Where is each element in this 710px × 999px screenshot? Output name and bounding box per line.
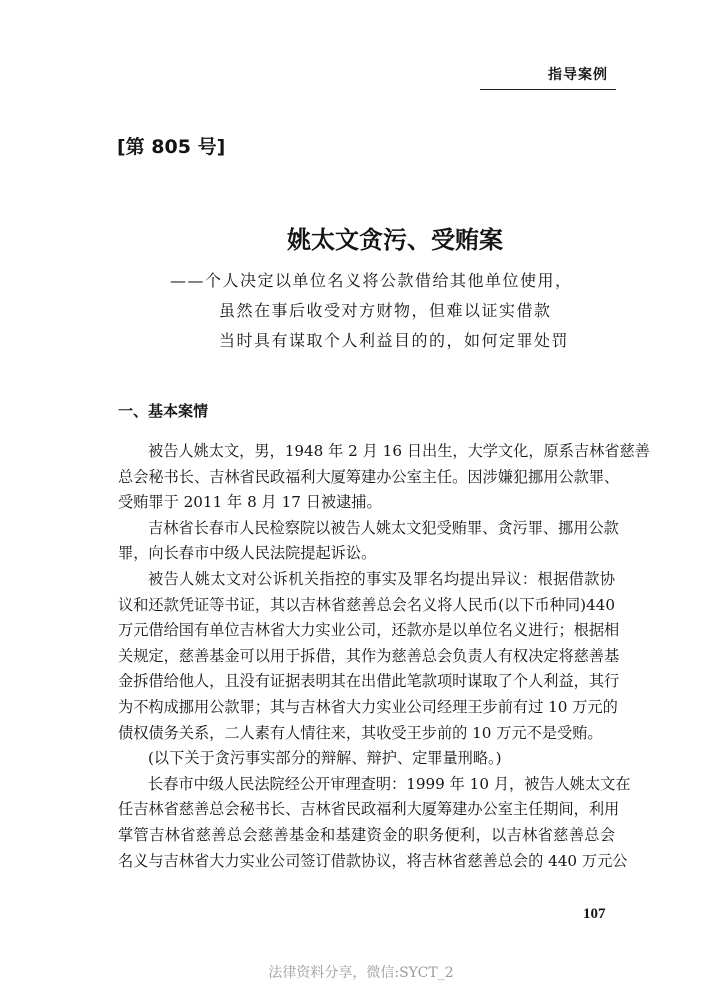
body-line: 关规定，慈善基金可以用于拆借，其作为慈善总会负责人有权决定将慈善基 — [118, 646, 620, 665]
subtitle-line: ——个人决定以单位名义将公款借给其他单位使用， — [170, 271, 573, 290]
body-line: 被告人姚太文对公诉机关指控的事实及罪名均提出异议：根据借款协 — [148, 569, 615, 588]
body-text — [118, 439, 650, 874]
body-line: 被告人姚太文，男，1948 年 2 月 16 日出生，大学文化，原系吉林省慈善 — [148, 442, 650, 460]
body-line: 为不构成挪用公款罪；其与吉林省大力实业公司经理王步前有过 10 万元的 — [118, 697, 618, 716]
body-line: 吉林省长春市人民检察院以被告人姚太文犯受贿罪、贪污罪、挪用公款 — [148, 518, 619, 537]
case-number: [第 805 号] — [117, 136, 226, 158]
subtitle-line: 当时具有谋取个人利益目的的，如何定罪处罚 — [219, 331, 570, 350]
body-line: 总会秘书长、吉林省民政福利大厦筹建办公室主任。因涉嫌犯挪用公款罪、 — [118, 467, 620, 486]
body-line: 掌管吉林省慈善总会慈善基金和基建资金的职务便利，以吉林省慈善总会 — [118, 825, 615, 844]
body-line: 长春市中级人民法院经公开审理查明：1999 年 10 月，被告人姚太文在 — [148, 774, 631, 793]
case-title: 姚太文贪污、受贿案 — [287, 225, 503, 254]
body-line: 任吉林省慈善总会秘书长、吉林省民政福利大厦筹建办公室主任期间，利用 — [118, 800, 620, 819]
body-line: 金拆借给他人，且没有证据表明其在出借此笔款项时谋取了个人利益，其行 — [118, 672, 620, 691]
section-heading: 一、基本案情 — [118, 402, 209, 420]
body-line: 债权债务关系，二人素有人情往来，其收受王步前的 10 万元不是受贿。 — [118, 723, 603, 742]
running-head: 指导案例 — [548, 67, 608, 83]
body-line: (以下关于贪污事实部分的辩解、辩护、定罪量刑略。) — [148, 749, 502, 768]
body-line: 罪，向长春市中级人民法院提起诉讼。 — [118, 544, 377, 563]
subtitle-line: 虽然在事后收受对方财物，但难以证实借款 — [219, 301, 552, 320]
body-line: 受贿罪于 2011 年 8 月 17 日被逮捕。 — [118, 493, 382, 512]
watermark: 法律资料分享，微信:SYCT_2 — [268, 965, 454, 981]
page-number: 107 — [583, 906, 606, 922]
header-rule — [480, 89, 616, 90]
case-subtitle — [170, 266, 573, 356]
body-line: 名义与吉林省大力实业公司签订借款协议，将吉林省慈善总会的 440 万元公 — [118, 851, 628, 870]
body-line: 万元借给国有单位吉林省大力实业公司，还款亦是以单位名义进行；根据相 — [118, 621, 620, 640]
body-line: 议和还款凭证等书证，其以吉林省慈善总会名义将人民币(以下币种同)440 — [118, 595, 615, 614]
